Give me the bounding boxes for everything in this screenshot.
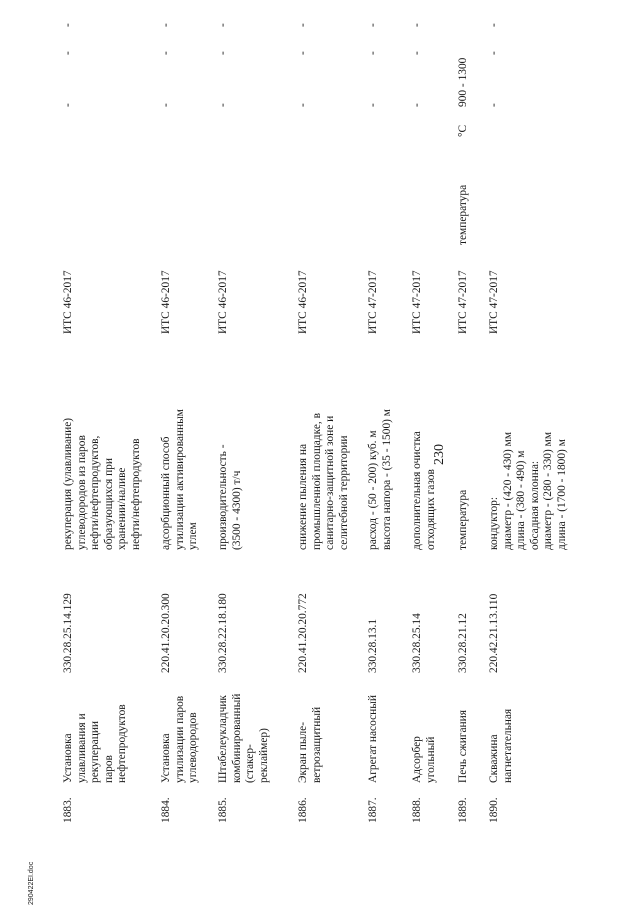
technical-description-line: хранении/наливе: [116, 467, 129, 550]
row-number: 1883.: [62, 797, 74, 823]
value: -: [217, 103, 229, 107]
technical-description-line: углем: [187, 522, 200, 550]
row-number: 1885.: [217, 797, 229, 823]
equipment-name-line: утилизации паров: [173, 695, 186, 783]
dash-cell: -: [297, 23, 309, 27]
technical-description: [367, 409, 394, 550]
equipment-name-line: рекуперации: [89, 720, 102, 783]
dash-cell: -: [411, 23, 423, 27]
row-number: 1888.: [411, 797, 423, 823]
dash-cell: -: [62, 51, 74, 55]
okpd-code: 330.28.13.1: [367, 618, 379, 673]
technical-description-line: высота напора - (35 - 1500) м: [380, 409, 393, 550]
equipment-name: [457, 710, 471, 783]
technical-description-line: нефти/нефтепродуктов,: [89, 435, 102, 550]
technical-description-line: дополнительная очистка: [411, 431, 423, 550]
value: 900 - 1300: [457, 57, 469, 107]
okpd-code: 330.28.21.12: [457, 613, 469, 673]
its-reference: ИТС 47-2017: [457, 270, 469, 334]
technical-description-line: промышленной площадке, в: [310, 413, 323, 550]
technical-description-line: диаметр - (420 - 430) мм: [501, 431, 514, 550]
equipment-name-line: (стакер-: [244, 744, 257, 783]
okpd-code: 220.41.20.20.300: [160, 593, 172, 673]
technical-description: [297, 413, 351, 550]
okpd-code: 330.28.25.14: [411, 613, 423, 673]
technical-description-line: производительность -: [217, 444, 229, 550]
equipment-name: [62, 704, 130, 783]
technical-description-line: образующихся при: [102, 458, 115, 550]
equipment-name: [160, 696, 201, 783]
okpd-code: 330.28.25.14.129: [62, 593, 74, 673]
technical-description: [217, 445, 244, 551]
technical-description-line: (3500 - 4300) т/ч: [230, 470, 243, 550]
technical-description-line: утилизации активированным: [173, 409, 186, 550]
technical-description-line: санитарно-защитной зоне и: [324, 415, 337, 550]
equipment-name-line: улавливания и: [75, 713, 88, 783]
equipment-name: [297, 707, 324, 783]
technical-description: [411, 431, 438, 550]
technical-description-line: адсорбционный способ: [160, 436, 172, 550]
equipment-name-line: ветрозащитный: [310, 706, 323, 783]
row-number: 1890.: [488, 797, 500, 823]
technical-description-line: селитебной территории: [337, 435, 350, 550]
equipment-name-line: Штабелеукладчик: [217, 695, 229, 783]
its-reference: ИТС 46-2017: [217, 270, 229, 334]
row-number: 1884.: [160, 797, 172, 823]
row-number: 1886.: [297, 797, 309, 823]
technical-description-line: температура: [457, 489, 469, 550]
equipment-name-line: Агрегат насосный: [367, 695, 379, 783]
equipment-name-line: Установка: [62, 733, 74, 783]
dash-cell: -: [160, 23, 172, 27]
value: -: [488, 103, 500, 107]
parameter: температура: [457, 184, 469, 245]
technical-description: [160, 409, 201, 550]
technical-description-line: длина - (1700 - 1800) м: [555, 439, 568, 550]
equipment-name: [411, 736, 438, 783]
technical-description-line: расход - (50 - 200) куб. м: [367, 430, 379, 550]
technical-description: [457, 490, 471, 550]
technical-description-line: нефти/нефтепродуктов: [129, 438, 142, 550]
footer-filename: 290422EI.doc: [28, 861, 35, 905]
dash-cell: -: [488, 51, 500, 55]
dash-cell: -: [367, 51, 379, 55]
dash-cell: -: [62, 23, 74, 27]
equipment-name-line: угольный: [424, 736, 437, 783]
technical-description-line: диаметр - (280 - 330) мм: [542, 431, 555, 550]
dash-cell: -: [488, 23, 500, 27]
value: -: [62, 103, 74, 107]
equipment-name: [367, 695, 381, 783]
okpd-code: 220.41.20.20.772: [297, 593, 309, 673]
value: -: [297, 103, 309, 107]
equipment-name-line: реклаймер): [257, 728, 270, 783]
its-reference: ИТС 46-2017: [160, 270, 172, 334]
page-number: 230: [432, 444, 447, 465]
technical-description-line: рекуперация (улавливание): [62, 417, 74, 550]
dash-cell: -: [297, 51, 309, 55]
equipment-name-line: Печь сжигания: [457, 710, 469, 783]
equipment-name-line: Адсорбер: [411, 736, 423, 783]
value: -: [411, 103, 423, 107]
technical-description-line: кондуктор:: [488, 496, 500, 550]
value: -: [160, 103, 172, 107]
row-number: 1887.: [367, 797, 379, 823]
technical-description-line: длина - (380 - 490) м: [515, 450, 528, 550]
unit: °С: [457, 124, 469, 137]
equipment-name: [488, 709, 515, 783]
technical-description-line: углеводородов из паров: [75, 435, 88, 550]
equipment-name-line: Установка: [160, 733, 172, 783]
equipment-name-line: Экран пыле-: [297, 721, 309, 783]
equipment-name: [217, 694, 271, 783]
equipment-name-line: Скважина: [488, 734, 500, 783]
its-reference: ИТС 47-2017: [411, 270, 423, 334]
dash-cell: -: [367, 23, 379, 27]
okpd-code: 330.28.22.18.180: [217, 593, 229, 673]
dash-cell: -: [160, 51, 172, 55]
dash-cell: -: [217, 23, 229, 27]
technical-description-line: отходящих газов: [424, 469, 437, 550]
dash-cell: -: [411, 51, 423, 55]
its-reference: ИТС 47-2017: [488, 270, 500, 334]
equipment-name-line: углеводородов: [187, 712, 200, 783]
technical-description-line: обсадная колонна:: [528, 460, 541, 550]
row-number: 1889.: [457, 797, 469, 823]
technical-description: [62, 418, 144, 550]
equipment-name-line: нагнетательная: [501, 708, 514, 783]
dash-cell: -: [217, 51, 229, 55]
technical-description: [488, 432, 570, 550]
okpd-code: 220.42.21.13.110: [488, 593, 500, 673]
equipment-name-line: нефтепродуктов: [116, 704, 129, 783]
equipment-name-line: паров: [102, 755, 115, 783]
its-reference: ИТС 46-2017: [62, 270, 74, 334]
value: -: [367, 103, 379, 107]
technical-description-line: снижение пыления на: [297, 443, 309, 550]
its-reference: ИТС 47-2017: [367, 270, 379, 334]
its-reference: ИТС 46-2017: [297, 270, 309, 334]
equipment-name-line: комбинированный: [230, 693, 243, 783]
